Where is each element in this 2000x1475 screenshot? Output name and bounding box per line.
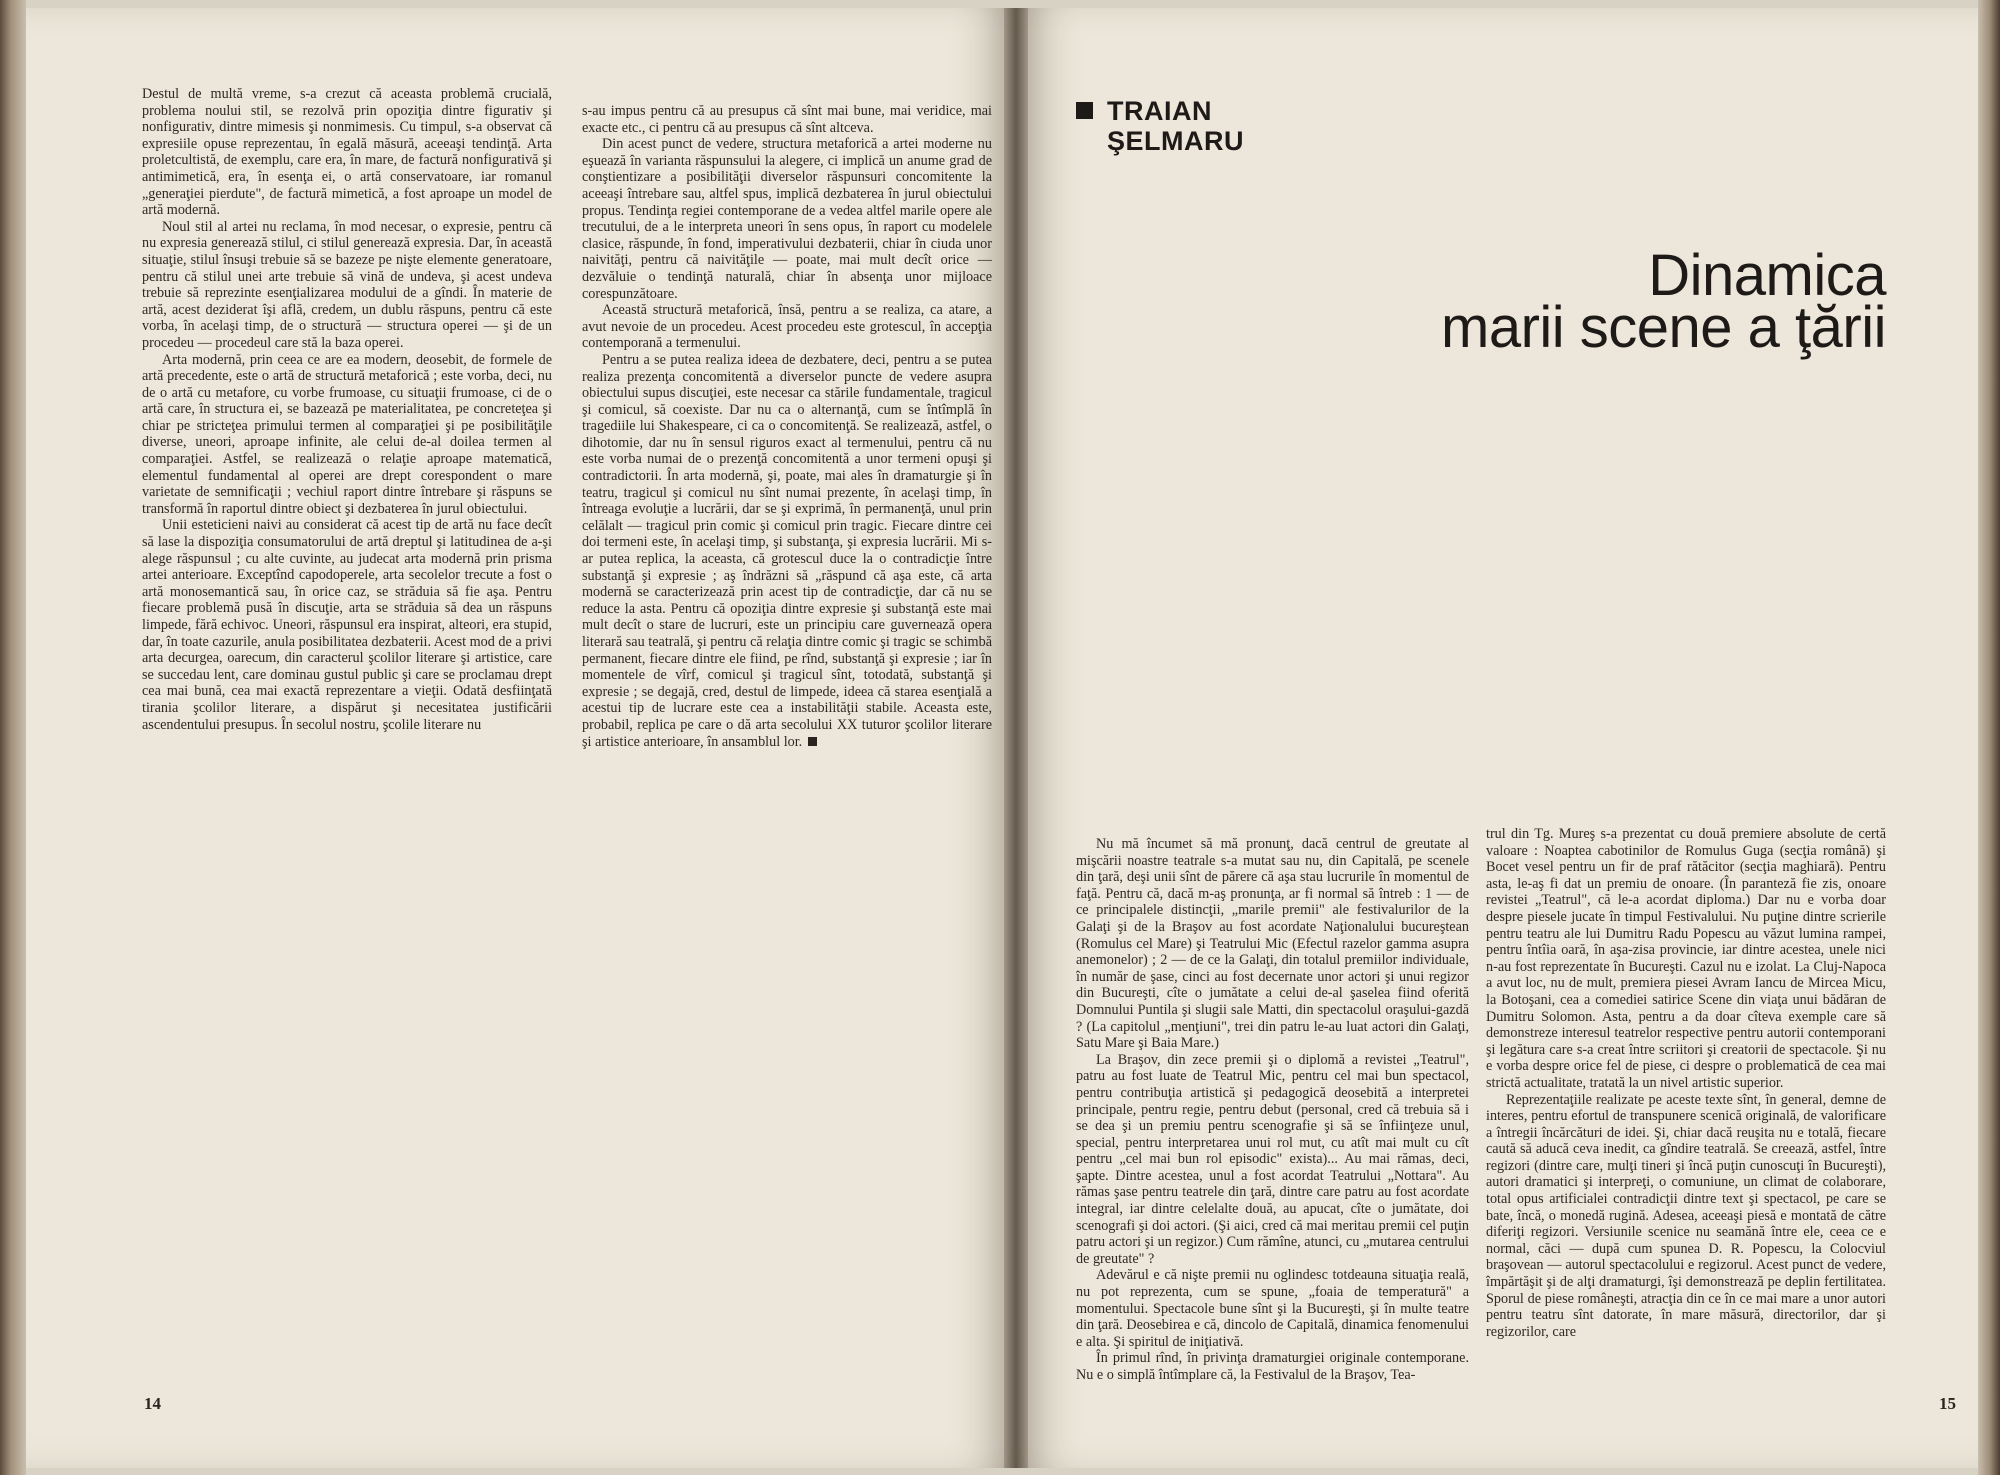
right-page: [1016, 8, 1978, 1468]
paragraph: Noul stil al artei nu reclama, în mod necesar, o expresie, pentru că nu expresia generează stilul, ci stilul generează expresia. Dar, în această situaţie, stilul însuşi trebuie să se bazeze pe nişte elemente generatoare, pentru că stilul unei arte trebuie să vină de undeva, şi acest undeva trebuie să reprezinte esenţializarea modului de a gîndi. În materie de artă, acest deziderat îşi află, credem, un dublu răspuns, pentru că este vorba, în acelaşi timp, de o structură — structura operei — şi de un procedeu — procedeul care stă la baza operei.: [142, 218, 552, 351]
paragraph-final: [582, 352, 992, 750]
paragraph: Această structură metaforică, însă, pentru a se realiza, ca atare, a avut nevoie de un procedeu. Acest procedeu este grotescul, în accepţia contemporană a termenului.: [582, 302, 992, 352]
right-page-column-2: [1486, 826, 1886, 1456]
page-number-left: 14: [144, 1394, 161, 1413]
binding-edge-right: [1978, 0, 2000, 1475]
paragraph: În primul rînd, în privinţa dramaturgiei originale contemporane. Nu e o simplă întîmplare că, la Festivalul de la Braşov, Tea-: [1076, 1350, 1469, 1383]
left-page-column-1: [142, 86, 552, 1246]
binding-edge-left: [0, 0, 26, 1475]
page-number-right: 15: [1939, 1394, 1956, 1413]
end-of-article-mark: [808, 737, 817, 746]
book-gutter: [1004, 8, 1028, 1468]
article-title-line-2: marii scene a ţării: [1441, 295, 1886, 360]
article-title: [1441, 243, 1886, 360]
author-last-name: ŞELMARU: [1107, 126, 1244, 156]
paragraph: s-au impus pentru că au presupus că sînt mai bune, mai veridice, mai exacte etc., ci pentru că au presupus că sînt altceva.: [582, 103, 992, 136]
paragraph: Unii esteticieni naivi au considerat că acest tip de artă nu face decît să lase la dispoziţia consumatorului de artă dreptul şi latitudinea de a-şi alege răspunsul ; cu alte cuvinte, au judecat arta modernă prin prisma artei anterioare. Exceptînd capodoperele, arta secolelor trecute a fost o artă monosemantică sau, în orice caz, se străduia să fie aşa. Pentru fiecare problemă pusă în discuţie, arta se străduia să dea un răspuns limpede, fără echivoc. Uneori, răspunsul era inspirat, alteori, era stupid, dar, în toate cazurile, anula posibilitatea dezbaterii. Acest mod de a privi arta decurgea, oarecum, din caracterul şcolilor literare şi artistice, care se succedau lent, care dominau gustul public şi care se proclamau drept cea mai bună, cea mai exactă reprezentare a vieţii. Odată desfiinţată tirania şcolilor literare, a dispărut şi necesitatea justificării ascendentului presupus. În secolul nostru, şcolile literare nu: [142, 517, 552, 733]
right-page-column-1: [1076, 836, 1469, 1456]
left-page: [26, 8, 1016, 1468]
paragraph-text: Pentru a se putea realiza ideea de dezbatere, deci, pentru a se putea realiza prezenţa concomitentă a diverselor puncte de vedere asupra obiectului supus discuţiei, este necesar ca stările fundamentale, tragicul şi comicul, să coexiste. Dar nu ca o alternanţă, cum se întîmplă în tragediile lui Shakespeare, ci ca o concomitenţă. Se realizează, astfel, o dihotomie, dar nu în sensul riguros exact al termenului, pentru că nu este vorba numai de o prezenţă concomitentă a unor termeni opuşi şi contradictorii. În arta modernă, şi, poate, mai ales în dramaturgie şi în teatru, tragicul şi comicul nu sînt numai prezente, în acelaşi timp, în întreaga evoluţie a lucrării, dar se şi exprimă, în permanenţă, unul prin celălalt — tragicul prin comic şi comicul prin tragic. Fiecare dintre cei doi termeni este, în acelaşi timp, şi substanţa, şi expresia lucrării. Mi s-ar putea replica, la aceasta, că grotescul duce la o contradicţie între substanţă şi expresie ; aş îndrăzni să „răspund că aşa este, că arta modernă se caracterizează prin acest tip de contradicţie, dar că nu se reduce la asta. Pentru că opoziţia dintre expresie şi substanţă este mai mult decît o stare de lucruri, este un principiu care guvernează opera literară sau teatrală, şi pentru că relaţia dintre comic şi tragic se schimbă permanent, fiecare dintre ele fiind, pe rînd, substanţă şi expresie ; iar în momentele de vîrf, comicul şi tragicul sînt, totodată, substanţă şi expresie ; se degajă, cred, destul de limpede, ideea că starea esenţială a acestui tip de lucrare este cea a instabilităţii stabile. Aceasta este, probabil, replica pe care o dă arta secolului XX tuturor şcolilor literare şi artistice anterioare, în ansamblul lor.: [582, 351, 992, 750]
left-page-column-2: [582, 103, 992, 1233]
article-title-line-1: Dinamica: [1648, 243, 1886, 308]
paragraph: Nu mă încumet să mă pronunţ, dacă centrul de greutate al mişcării noastre teatrale s-a mutat sau nu, din Capitală, pe scenele din ţară, deşi unii sînt de părere că aşa stau lucrurile în momentul de faţă. Pentru că, dacă m-aş pronunţa, ar fi normal să întreb : 1 — de ce principalele distincţii, „marile premii" ale festivalurilor de la Galaţi şi de la Braşov au fost acordate Naţionalului bucureştean (Romulus cel Mare) şi Teatrului Mic (Efectul razelor gamma asupra anemonelor) ; 2 — de ce la Galaţi, din totalul premiilor individuale, în număr de şase, cinci au fost decernate unor actori şi unui regizor din Bucureşti, cîte o jumătate a celui de-al şaselea fiind oferită Domnului Puntila şi slugii sale Matti, din spectacolul oraşului-gazdă ? (La capitolul „menţiuni", trei din patru le-au luat actori din Galaţi, Satu Mare şi Baia Mare.): [1076, 836, 1469, 1052]
paragraph: Destul de multă vreme, s-a crezut că aceasta problemă crucială, problema noului stil, se rezolvă prin opoziţia dintre figurativ şi nonfigurativ, dintre mimesis şi nonmimesis. Cu timpul, s-a observat că expresiile opuse reprezentau, în egală măsură, aceeaşi tendinţă. Arta proletcultistă, de exemplu, care era, în mare, de factură nonfigurativă şi antimimetică, era, în esenţa ei, o artă conservatoare, iar romanul „generaţiei pierdute", de factură mimetică, a fost aproape un model de artă modernă.: [142, 86, 552, 219]
paragraph: trul din Tg. Mureş s-a prezentat cu două premiere absolute de certă valoare : Noaptea cabotinilor de Romulus Guga (secţia română) şi Bocet vesel pentru un fir de praf rătăcitor (secţia maghiară). Pentru asta, le-aş fi dat un premiu de onoare. (În paranteză fie zis, onoare revistei „Teatrul", că le-a acordat diploma.) Dar nu e vorba doar despre piesele jucate în timpul Festivalului. Nu puţine dintre scrierile pentru teatru ale lui Dumitru Radu Popescu au văzut lumina rampei, pentru întîia oară, în aşa-zisa provincie, iar dintre acestea, unele nici n-au fost reprezentate în Bucureşti. Cazul nu e izolat. La Cluj-Napoca a avut loc, nu de mult, premiera piesei Avram Iancu de Mircea Micu, la Botoşani, cea a comediei satirice Scene din viaţa unui bădăran de Dumitru Solomon. Asta, pentru a da doar cîteva exemple care să demonstreze interesul teatrelor respective pentru autorii contemporani şi legătura care s-a creat între scriitori şi creatorii de spectacole. Şi nu e vorba despre orice fel de piese, ci despre o problematică de cea mai strictă actualitate, tratată la un nivel artistic superior.: [1486, 826, 1886, 1091]
paragraph: Reprezentaţiile realizate pe aceste texte sînt, în general, demne de interes, pentru efortul de transpunere scenică originală, de valorificare a întregii încărcături de idei. Şi, chiar dacă reuşita nu e totală, fiecare caută să aducă ceva inedit, ca gîndire teatrală. Se creează, astfel, între regizori (dintre care, mulţi tineri şi încă puţin cunoscuţi în Bucureşti), autori dramatici şi interpreţi, o comuniune, un climat de colaborare, total opus artificialei contradicţii dintre text şi spectacol, pe care se bate, încă, o monedă rugină. Adesea, aceeaşi piesă e montată de către diferiţi regizori. Versiunile scenice nu seamănă între ele, ceea ce e normal, căci — după cum spunea D. R. Popescu, la Colocviul braşovean — autorul spectacolului e regizorul. Acest punct de vedere, împărtăşit şi de alţi dramaturgi, îşi demonstrează pe deplin fertilitatea. Sporul de piese româneşti, atracţia din ce în ce mai mare a unor autori pentru teatru sînt datorate, în mare măsură, directorilor, dar şi regizorilor, care: [1486, 1091, 1886, 1340]
paragraph: Din acest punct de vedere, structura metaforică a artei moderne nu eşuează în varianta răspunsului la alegere, ci implică un anume grad de conştientizare a posibilităţii diverselor răspunsuri concomitente la aceeaşi întrebare sau, altfel spus, implică dezbaterea în jurul obiectului propus. Tendinţa regiei contemporane de a vedea altfel marile opere ale trecutului, de a le interpreta uneori în sens opus, în raport cu modelele clasice, răspunde, în fond, imperativului dezbaterii, chiar în ciuda unor naivităţi, pentru că naivităţile — poate, mai mult decît orice — dezvăluie o tendinţă naturală, chiar în absenţa unor mijloace corespunzătoare.: [582, 136, 992, 302]
author-first-name: TRAIAN: [1107, 96, 1212, 126]
author-name: [1076, 96, 1244, 156]
paragraph: Adevărul e că nişte premii nu oglindesc totdeauna situaţia reală, nu pot reprezenta, cum se spune, „foaia de temperatură" a momentului. Spectacole bune sînt şi la Bucureşti, şi în multe teatre din ţară. Deosebirea e că, dincolo de Capitală, dinamica fenomenului e alta. Şi spiritul de iniţiativă.: [1076, 1267, 1469, 1350]
paragraph: La Braşov, din zece premii şi o diplomă a revistei „Teatrul", patru au fost luate de Teatrul Mic, pentru cel mai bun spectacol, pentru contribuţia artistică şi pedagogică deosebită a interpretei principale, pentru regie, pentru debut (personal, cred că trebuia să i se dea şi un premiu pentru scenografie şi să se înfiinţeze unul, special, pentru interpretarea unui rol mut, cu atît mai mult cu cît pentru „cel mai bun rol episodic" exista)... Au mai rămas, deci, şapte. Dintre acestea, unul a fost acordat Teatrului „Nottara". Au rămas şase pentru teatrele din ţară, dintre care patru au fost acordate integral, iar dintre celelalte două, au apucat, cîte o jumătate, doi scenografi şi doi actori. (Şi aici, cred că mai meritau premii cel puţin patru actori şi un regizor.) Cum rămîne, atunci, cu „mutarea centrului de greutate" ?: [1076, 1051, 1469, 1267]
paragraph: Arta modernă, prin ceea ce are ea modern, deosebit, de formele de artă precedente, este o artă de structură metaforică ; este vorba, deci, nu de o artă cu metafore, cu vorbe frumoase, cu situaţii frumoase, ci de o artă care, în structura ei, se bazează pe materialitatea, pe concreteţea şi chiar pe stricteţea primului termen al comparaţiei şi pe posibilităţile diverse, uneori, aproape infinite, ale celui de-al doilea termen al comparaţiei. Astfel, se realizează o relaţie aproape matematică, elementul fundamental al operei are drept corespondent o mare varietate de semnificaţii ; vechiul raport dintre întrebare şi răspuns se transformă în raportul dintre obiect şi dezbaterea în jurul obiectului.: [142, 351, 552, 517]
square-bullet-icon: [1076, 102, 1093, 119]
